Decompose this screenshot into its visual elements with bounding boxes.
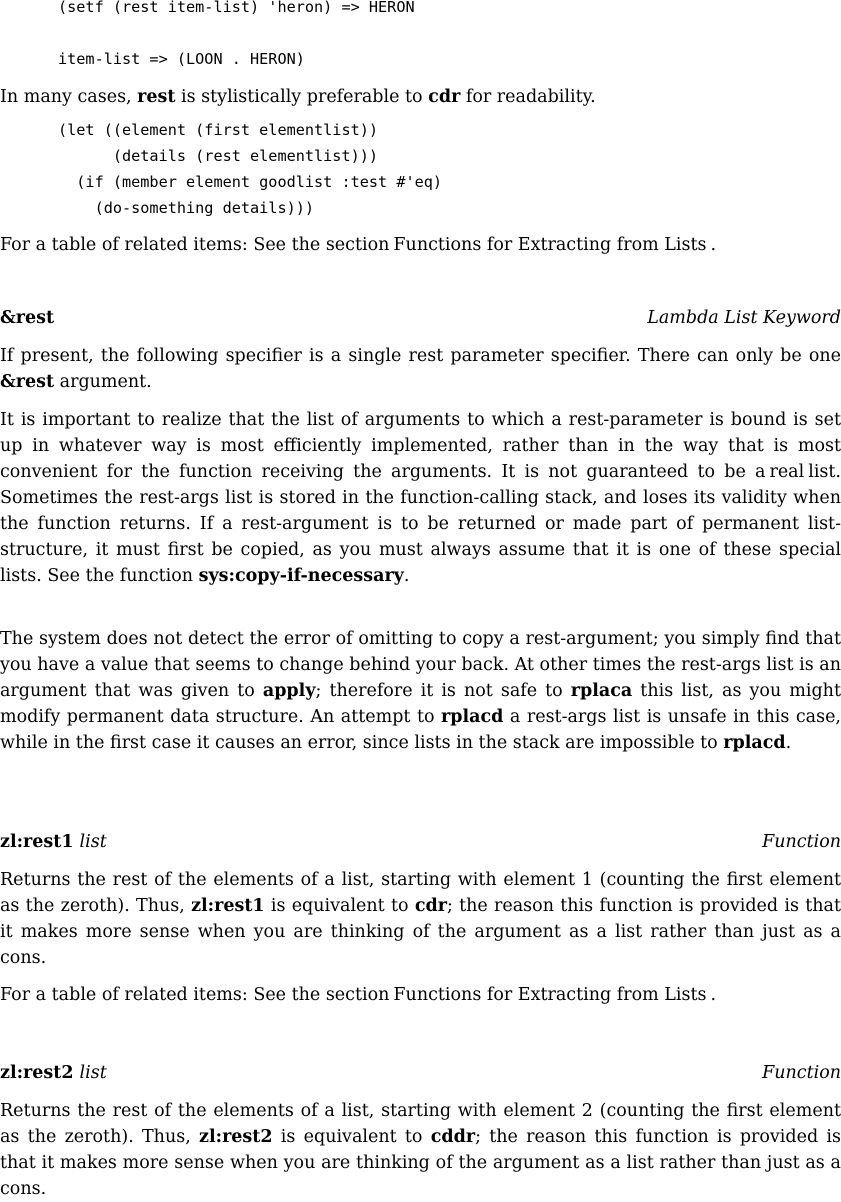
entry-kind: Function [762,1063,841,1083]
term-rplacd: rplacd [441,707,504,727]
term-rplacd: rplacd [723,733,786,753]
entry-kind: Function [762,832,841,852]
entry-name: &rest [0,308,55,328]
term-amprest: &rest [0,372,55,392]
term-zl-rest2: zl:rest2 [199,1127,273,1147]
paragraph-amprest-intro: If present, the following specifier is a single rest parameter specifier. There can only be one &rest argument. [0,346,841,392]
entry-heading-amprest [0,305,841,331]
entry-name: zl:rest1 [0,832,74,852]
entry-kind: Lambda List Keyword [647,308,841,328]
entry-heading-rest1 [0,829,841,855]
paragraph-amprest-warning: The system does not detect the error of omitting to copy a rest-argument; you simply find that you have a value that seems to change behind your back. At other times the rest-args list is an argument that was given to apply; therefore it is not safe to rplaca this list, as you might modify permanent data structure. An attempt to rplacd a rest-args list is unsafe in this case, while in the first case it causes an error, since lists in the stack are impossible to rplacd. [0,629,841,753]
paragraph-rest-preferable: In many cases, rest is stylistically preferable to cdr for readability. [0,87,596,107]
term-copy-if-necessary: sys:copy-if-necessary [198,566,404,586]
term-cdr: cdr [414,896,447,916]
code-line: (setf (rest item-list) 'heron) => HERON [58,0,415,16]
emphasis-real: real [769,462,805,482]
entry-name: zl:rest2 [0,1063,74,1083]
related-items-note: For a table of related items: See the section Functions for Extracting from Lists . [0,985,717,1005]
entry-arg: list [79,832,107,852]
code-example-setf-rest [58,0,415,72]
section-link[interactable]: Functions for Extracting from Lists [393,235,707,255]
code-line: item-list => (LOON . HERON) [58,50,305,68]
entry-heading-rest2 [0,1060,841,1086]
term-cddr: cddr [430,1127,476,1147]
term-cdr: cdr [428,87,461,107]
term-zl-rest1: zl:rest1 [191,896,265,916]
term-rplaca: rplaca [570,681,633,701]
entry-arg: list [79,1063,107,1083]
paragraph-rest1-description: Returns the rest of the elements of a list, starting with element 1 (counting the first element as the zeroth). Thus, zl:rest1 is equivalent to cdr; the reason this function is provided is that it makes more sense when you are thinking of the argument as a list rather than just as a cons. [0,870,841,968]
paragraph-rest2-description: Returns the rest of the elements of a list, starting with element 2 (counting the first element as the zeroth). Thus, zl:rest2 is equivalent to cddr; the reason this function is provided is that it makes more sense when you are thinking of the argument as a list rather than just as a cons. [0,1101,841,1199]
term-rest: rest [137,87,176,107]
code-example-let [58,117,442,221]
section-link[interactable]: Functions for Extracting from Lists [393,985,707,1005]
code-line: (if (member element goodlist :test #'eq) [58,173,443,191]
code-line: (details (rest elementlist))) [58,147,379,165]
paragraph-amprest-detail: It is important to realize that the list of arguments to which a rest-parameter is bound is set up in whatever way is most efficiently implemented, rather than in the way that is most convenient for the function receiving the arguments. It is not guaranteed to be a real list. Sometimes the rest-args list is stored in the function-calling stack, and loses its validity when the function returns. If a rest-argument is to be returned or made part of permanent list-structure, it must first be copied, as you must always assume that it is one of these special lists. See the function sys:copy-if-necessary. [0,410,841,586]
code-line: (do-something details))) [58,199,315,217]
related-items-note: For a table of related items: See the section Functions for Extracting from Lists . [0,235,717,255]
term-apply: apply [262,681,316,701]
code-line: (let ((element (first elementlist)) [58,121,379,139]
